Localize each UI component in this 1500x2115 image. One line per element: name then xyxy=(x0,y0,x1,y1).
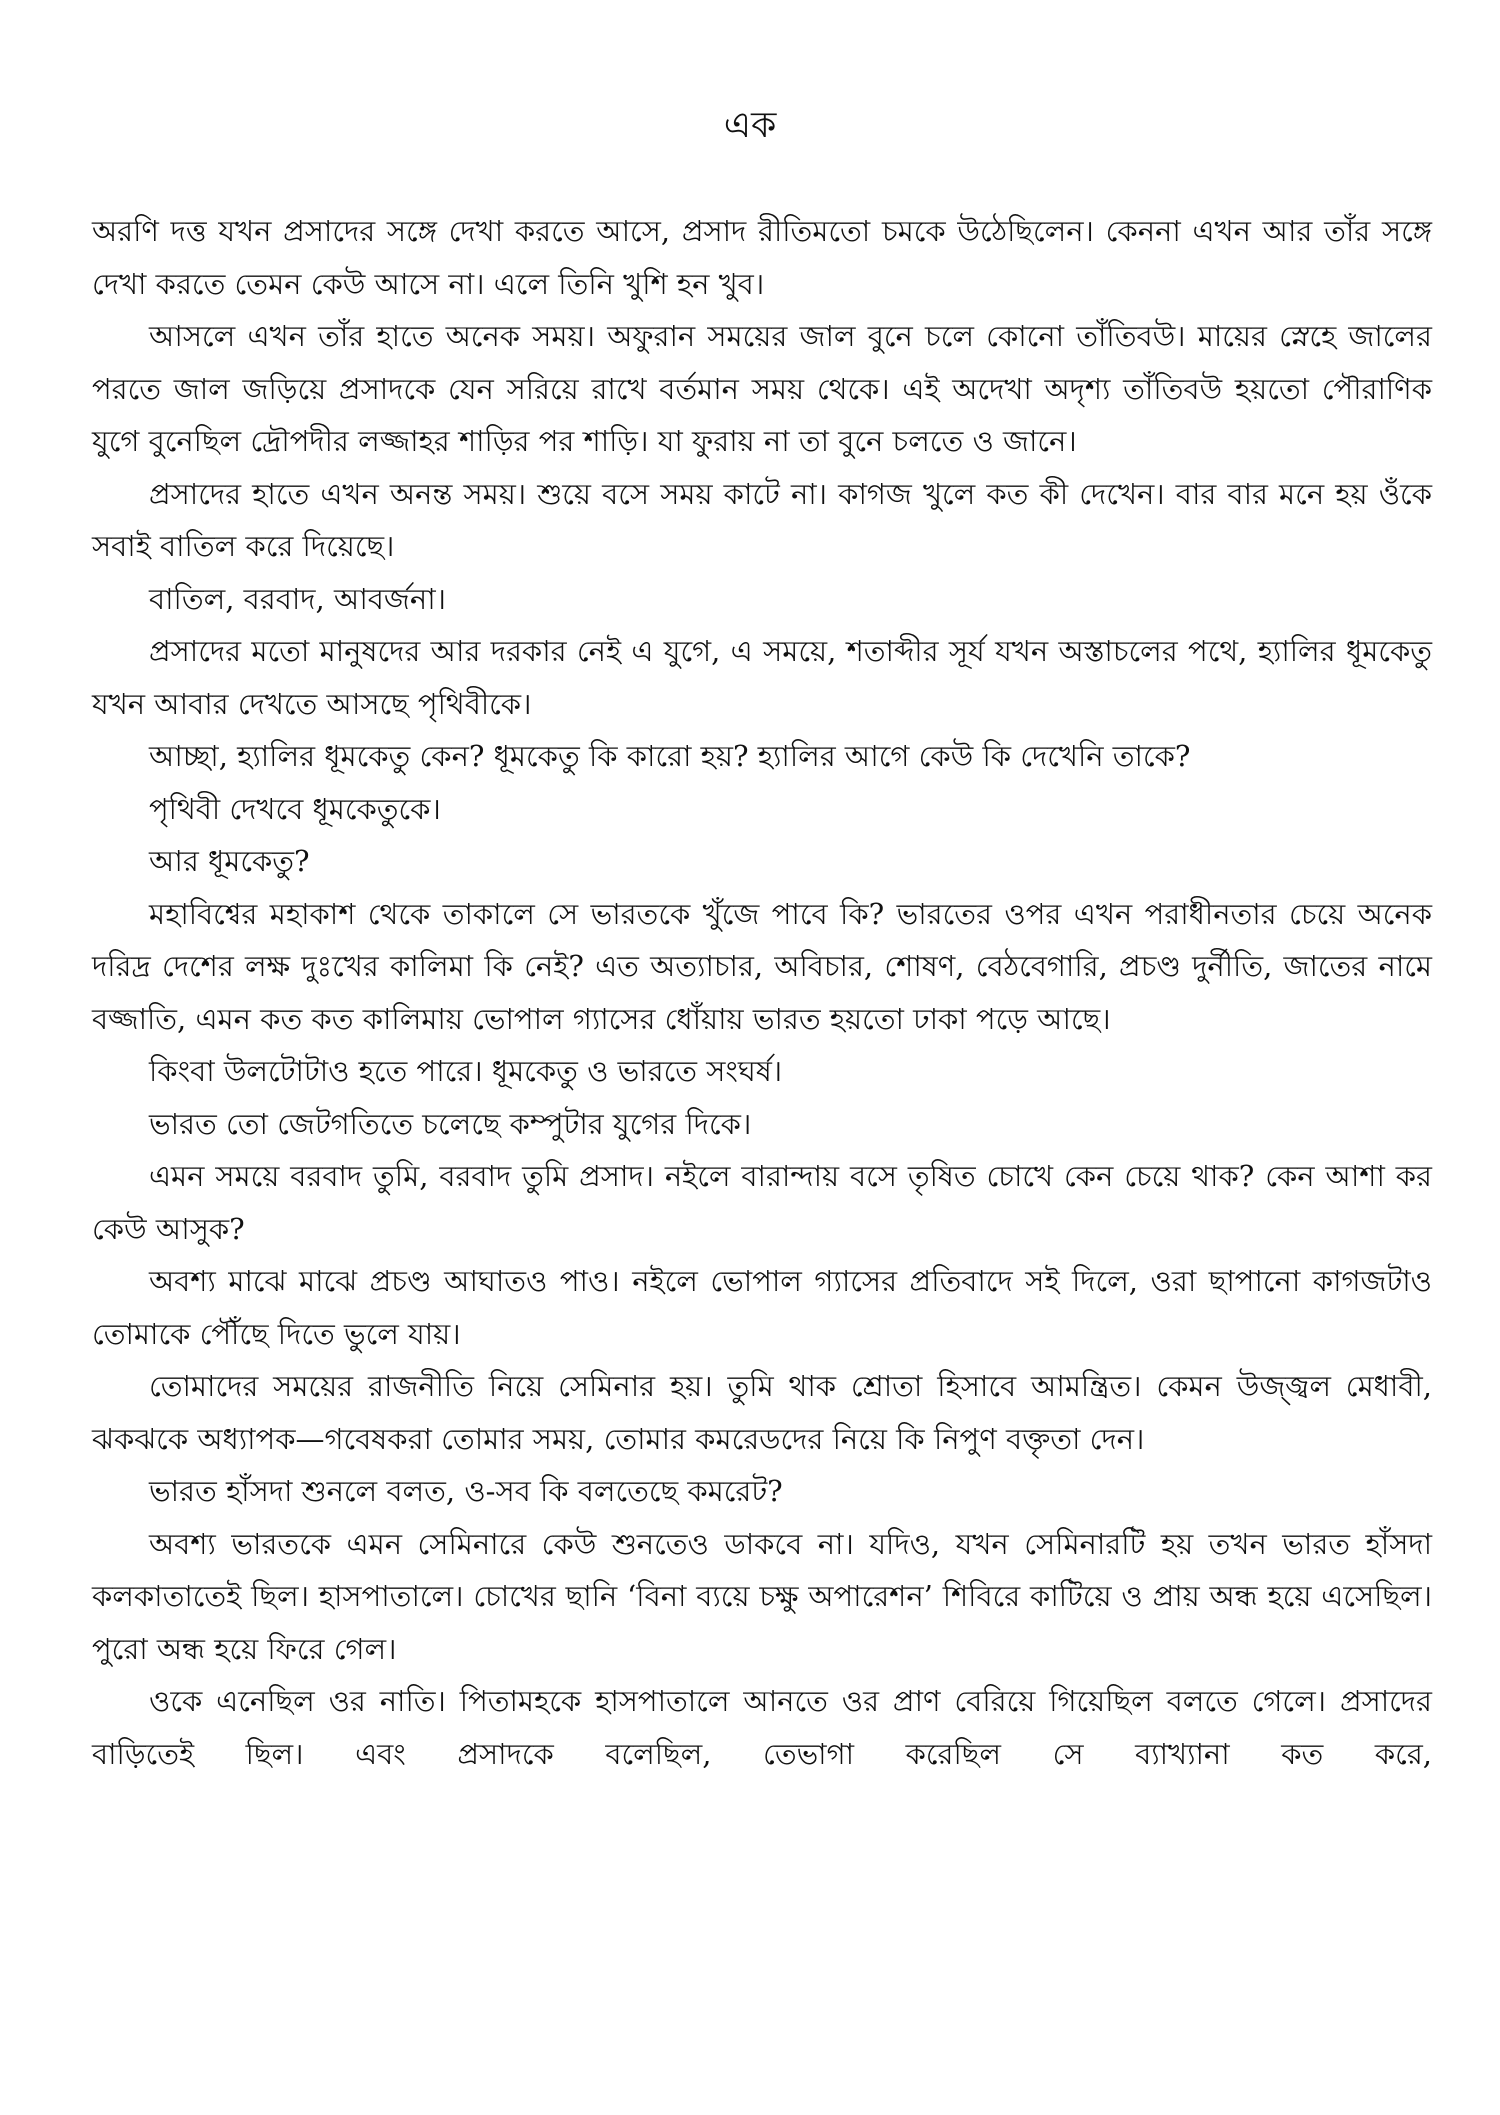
paragraph: পৃথিবী দেখবে ধূমকেতুকে। xyxy=(149,791,441,826)
paragraph: অরণি দত্ত যখন প্রসাদের সঙ্গে দেখা করতে আসে, প্রসাদ রীতিমতো চমকে উঠেছিলেন। কেননা এখন আর তাঁর সঙ্গে দেখা করতে তেমন কেউ আসে না। এলে তিনি খুশি হন খুব। xyxy=(92,214,1432,301)
paragraph: ভারত তো জেটগতিতে চলেছে কম্পুটার যুগের দিকে। xyxy=(149,1106,752,1141)
paragraph: আচ্ছা, হ্যালির ধূমকেতু কেন? ধূমকেতু কি কারো হয়? হ্যালির আগে কেউ কি দেখেনি তাকে? xyxy=(149,739,1191,773)
paragraph: প্রসাদের হাতে এখন অনন্ত সময়। শুয়ে বসে সময় কাটে না। কাগজ খুলে কত কী দেখেন। বার বার মনে হয় ওঁকে সবাই বাতিল করে দিয়েছে। xyxy=(92,476,1432,563)
paragraph: এমন সময়ে বরবাদ তুমি, বরবাদ তুমি প্রসাদ। নইলে বারান্দায় বসে তৃষিত চোখে কেন চেয়ে থাক? কেন আশা কর কেউ আসুক? xyxy=(92,1159,1432,1246)
paragraph: আর ধূমকেতু? xyxy=(149,844,310,878)
paragraph: তোমাদের সময়ের রাজনীতি নিয়ে সেমিনার হয়। তুমি থাক শ্রোতা হিসাবে আমন্ত্রিত। কেমন উজ্জ্বল মেধাবী, ঝকঝকে অধ্যাপক—গবেষকরা তোমার সময়, তোমার কমরেডদের নিয়ে কি নিপুণ বক্তৃতা দেন। xyxy=(92,1369,1432,1456)
paragraph: অবশ্য মাঝে মাঝে প্রচণ্ড আঘাতও পাও। নইলে ভোপাল গ্যাসের প্রতিবাদে সই দিলে, ওরা ছাপানো কাগজটাও তোমাকে পৌঁছে দিতে ভুলে যায়। xyxy=(92,1264,1432,1351)
paragraph: ভারত হাঁসদা শুনলে বলত, ও-সব কি বলতেছে কমরেট? xyxy=(149,1474,783,1508)
paragraph: প্রসাদের মতো মানুষদের আর দরকার নেই এ যুগে, এ সময়ে, শতাব্দীর সূর্য যখন অস্তাচলের পথে, হ্যালির ধূমকেতু যখন আবার দেখতে আসছে পৃথিবীকে। xyxy=(92,634,1432,721)
paragraph: কিংবা উলটোটাও হতে পারে। ধূমকেতু ও ভারতে সংঘর্ষ। xyxy=(149,1054,783,1088)
paragraph: মহাবিশ্বের মহাকাশ থেকে তাকালে সে ভারতকে খুঁজে পাবে কি? ভারতের ওপর এখন পরাধীনতার চেয়ে অনেক দরিদ্র দেশের লক্ষ দুঃখের কালিমা কি নেই? এত অত্যাচার, অবিচার, শোষণ, বেঠবেগারি, প্রচণ্ড দুর্নীতি, জাতের নামে বজ্জাতি, এমন কত কত কালিমায় ভোপাল গ্যাসের ধোঁয়ায় ভারত হয়তো ঢাকা পড়ে আছে। xyxy=(92,896,1432,1036)
chapter-title: এক xyxy=(723,105,777,146)
paragraph: আসলে এখন তাঁর হাতে অনেক সময়। অফুরান সময়ের জাল বুনে চলে কোনো তাঁতিবউ। মায়ের স্নেহে জালের পরতে জাল জড়িয়ে প্রসাদকে যেন সরিয়ে রাখে বর্তমান সময় থেকে। এই অদেখা অদৃশ্য তাঁতিবউ হয়তো পৌরাণিক যুগে বুনেছিল দ্রৌপদীর লজ্জাহর শাড়ির পর শাড়ি। যা ফুরায় না তা বুনে চলতে ও জানে। xyxy=(92,319,1432,458)
paragraph: ওকে এনেছিল ওর নাতি। পিতামহকে হাসপাতালে আনতে ওর প্রাণ বেরিয়ে গিয়েছিল বলতে গেলে। প্রসাদের বাড়িতেই ছিল। এবং প্রসাদকে বলেছিল, তেভাগা করেছিল সে ব্যাখ্যানা কত করে, xyxy=(92,1684,1432,1771)
paragraph: বাতিল, বরবাদ, আবর্জনা। xyxy=(149,581,446,616)
page-body xyxy=(92,205,1432,1780)
paragraph: অবশ্য ভারতকে এমন সেমিনারে কেউ শুনতেও ডাকবে না। যদিও, যখন সেমিনারটি হয় তখন ভারত হাঁসদা কলকাতাতেই ছিল। হাসপাতালে। চোখের ছানি ‘বিনা ব্যয়ে চক্ষু অপারেশন’ শিবিরে কাটিয়ে ও প্রায় অন্ধ হয়ে এসেছিল। পুরো অন্ধ হয়ে ফিরে গেল। xyxy=(92,1526,1432,1666)
